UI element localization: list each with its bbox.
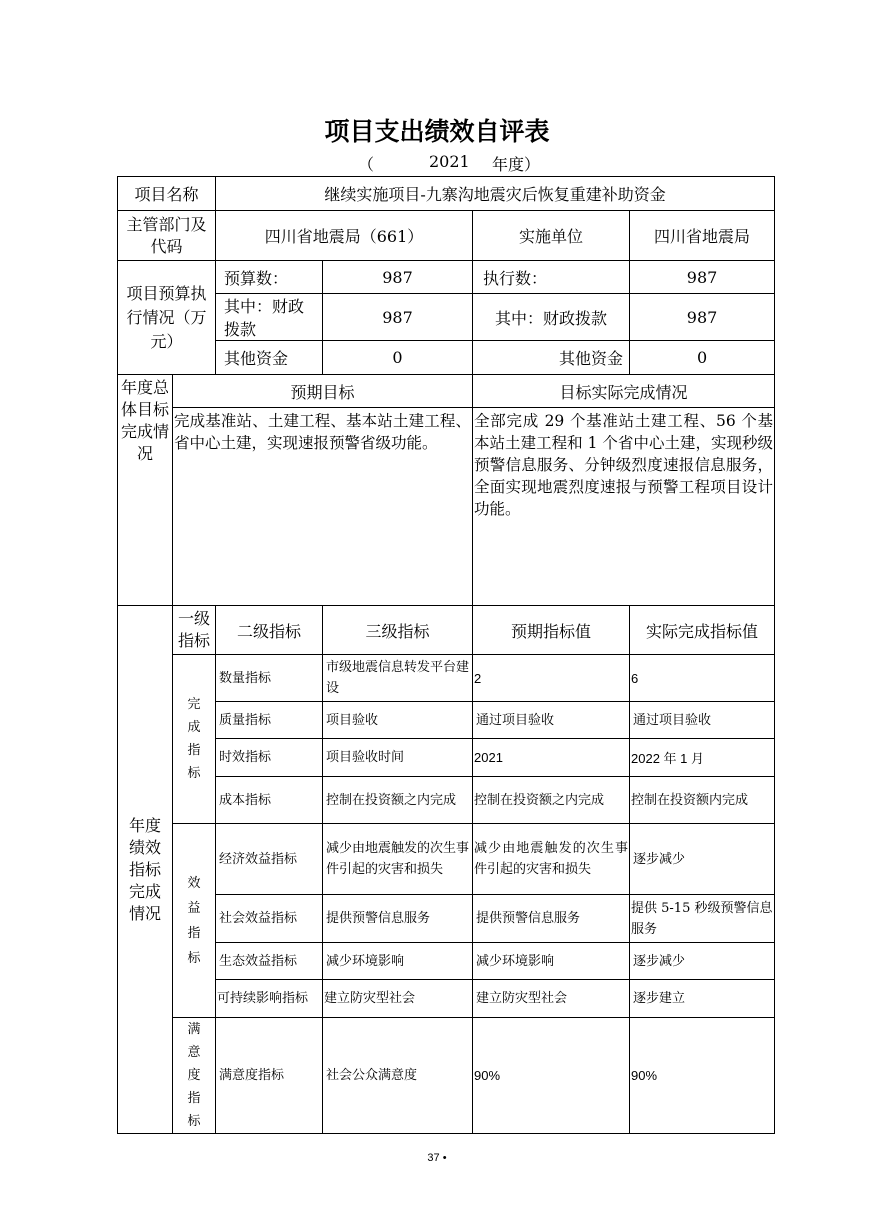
row-1-expected: 通过项目验收 xyxy=(473,702,630,739)
row-0-actual: 6 xyxy=(630,655,775,702)
year-value: 2021 xyxy=(429,152,470,171)
header-level1: 一级指标 xyxy=(173,606,216,655)
annual-goal-label: 年度总体目标完成情况 xyxy=(118,375,173,606)
exec-label: 执行数： xyxy=(473,261,630,294)
fiscal-label: 其中：财政拨款 xyxy=(216,294,323,341)
row-5-actual: 提供 5-15 秒级预警信息服务 xyxy=(630,895,775,943)
row-7-actual: 逐步建立 xyxy=(630,980,775,1018)
row-6-actual: 逐步减少 xyxy=(630,943,775,980)
performance-table xyxy=(117,176,775,1134)
row-6-level2: 生态效益指标 xyxy=(216,943,323,980)
dept-label: 主管部门及代码 xyxy=(118,211,216,261)
page-title: 项目支出绩效自评表 xyxy=(324,117,550,146)
budget-label: 项目预算执行情况（万元） xyxy=(118,261,216,375)
actual-goal-header: 目标实际完成情况 xyxy=(473,375,775,408)
expected-goal-header: 预期目标 xyxy=(173,375,473,408)
group-benefit xyxy=(173,824,216,1018)
other-label: 其他资金 xyxy=(216,341,323,375)
project-name-label: 项目名称 xyxy=(118,177,216,211)
year-open-paren: （ xyxy=(358,155,375,174)
row-3-actual: 控制在投资额内完成 xyxy=(630,777,775,824)
group-satisfaction xyxy=(173,1018,216,1134)
row-8-level2: 满意度指标 xyxy=(216,1018,323,1134)
header-level3: 三级指标 xyxy=(323,606,473,655)
actual-goal-text: 全部完成 29 个基准站土建工程、56 个基本站土建工程和 1 个省中心土建，实现秒级预警信息服务、分钟级烈度速报信息服务，全面实现地震烈度速报与预警工程项目设计功能。 xyxy=(473,408,775,606)
row-8-expected: 90% xyxy=(473,1018,630,1134)
page-number: 37 • xyxy=(427,1152,447,1164)
row-0-level2: 数量指标 xyxy=(216,655,323,702)
row-6-expected: 减少环境影响 xyxy=(473,943,630,980)
row-3-expected: 控制在投资额之内完成 xyxy=(473,777,630,824)
group-completion-text: 完成指标 xyxy=(187,697,201,781)
exec-value: 987 xyxy=(630,261,775,294)
group-completion xyxy=(173,655,216,824)
header-actual: 实际完成指标值 xyxy=(630,606,775,655)
row-4-expected: 减少由地震触发的次生事件引起的灾害和损失 xyxy=(473,824,630,895)
row-4-actual: 逐步减少 xyxy=(630,824,775,895)
group-benefit-text: 效益指标 xyxy=(187,875,201,966)
row-7-level2: 可持续影响指标 xyxy=(216,980,323,1018)
header-expected: 预期指标值 xyxy=(473,606,630,655)
header-level2: 二级指标 xyxy=(216,606,323,655)
row-2-level2: 时效指标 xyxy=(216,739,323,777)
year-label: 年度） xyxy=(492,155,541,174)
row-8-level3: 社会公众满意度 xyxy=(323,1018,473,1134)
row-2-expected: 2021 xyxy=(473,739,630,777)
row-1-level2: 质量指标 xyxy=(216,702,323,739)
row-4-level2: 经济效益指标 xyxy=(216,824,323,895)
row-0-level3: 市级地震信息转发平台建设 xyxy=(323,655,473,702)
budget-value: 987 xyxy=(323,261,473,294)
other-budget: 0 xyxy=(323,341,473,375)
dept-value: 四川省地震局（661） xyxy=(216,211,473,261)
group-satisfaction-text: 满意度指标 xyxy=(187,1022,201,1129)
row-0-expected: 2 xyxy=(473,655,630,702)
row-7-expected: 建立防灾型社会 xyxy=(473,980,630,1018)
other-exec-label: 其他资金 xyxy=(473,341,630,375)
project-name-value: 继续实施项目-九寨沟地震灾后恢复重建补助资金 xyxy=(216,177,775,211)
row-8-actual: 90% xyxy=(630,1018,775,1134)
budget-label-cell: 预算数： xyxy=(216,261,323,294)
fiscal-exec-label: 其中：财政拨款 xyxy=(473,294,630,341)
row-4-level3: 减少由地震触发的次生事件引起的灾害和损失 xyxy=(323,824,473,895)
fiscal-exec: 987 xyxy=(630,294,775,341)
indicators-section-text: 年度绩效指标完成情况 xyxy=(128,815,161,923)
row-2-actual: 2022 年 1 月 xyxy=(630,739,775,777)
row-5-expected: 提供预警信息服务 xyxy=(473,895,630,943)
row-3-level2: 成本指标 xyxy=(216,777,323,824)
row-6-level3: 减少环境影响 xyxy=(323,943,473,980)
impl-value: 四川省地震局 xyxy=(630,211,775,261)
row-2-level3: 项目验收时间 xyxy=(323,739,473,777)
row-5-level3: 提供预警信息服务 xyxy=(323,895,473,943)
year-line xyxy=(0,152,874,174)
fiscal-budget: 987 xyxy=(323,294,473,341)
row-5-level2: 社会效益指标 xyxy=(216,895,323,943)
impl-label: 实施单位 xyxy=(473,211,630,261)
row-1-actual: 通过项目验收 xyxy=(630,702,775,739)
row-3-level3: 控制在投资额之内完成 xyxy=(323,777,473,824)
row-7-level3: 建立防灾型社会 xyxy=(323,980,473,1018)
other-exec: 0 xyxy=(630,341,775,375)
row-1-level3: 项目验收 xyxy=(323,702,473,739)
indicators-section-label xyxy=(118,606,173,1134)
expected-goal-text: 完成基准站、土建工程、基本站土建工程、 省中心土建，实现速报预警省级功能。 xyxy=(173,408,473,606)
